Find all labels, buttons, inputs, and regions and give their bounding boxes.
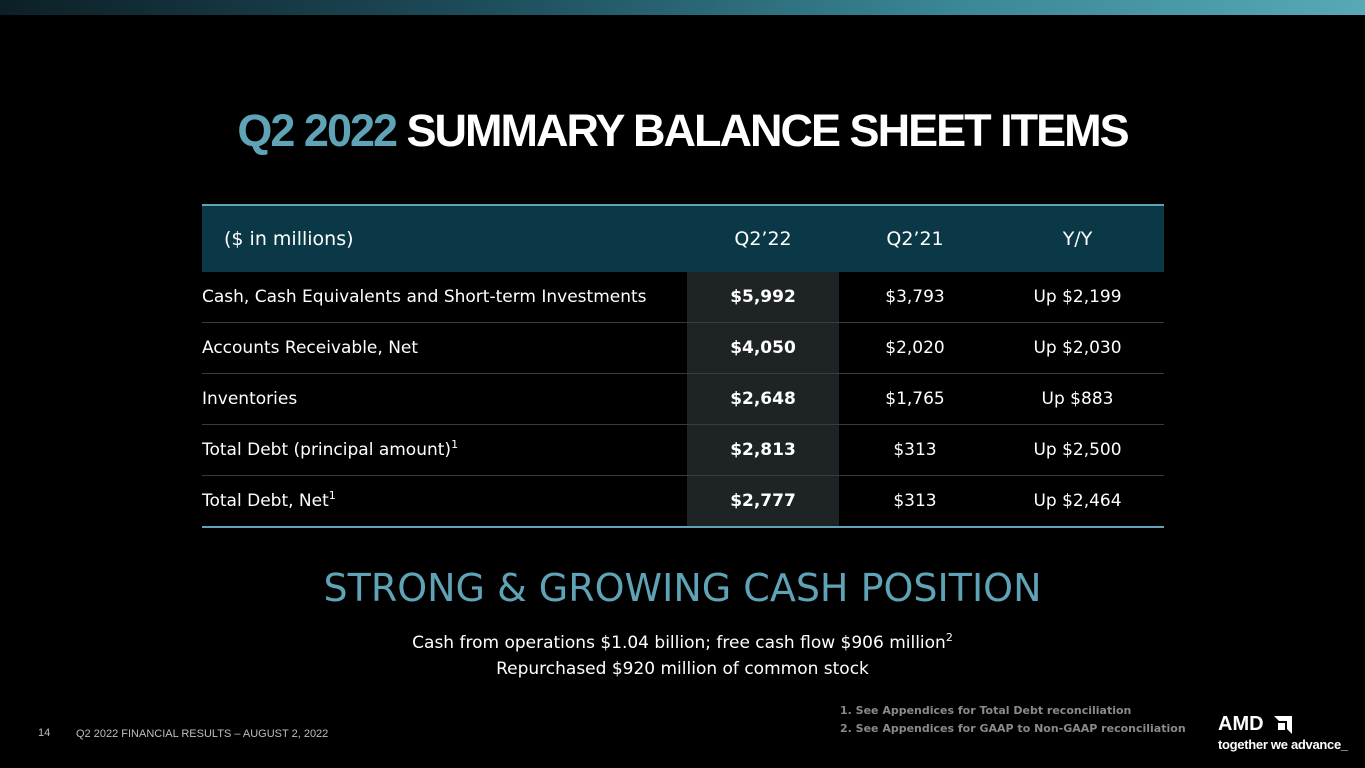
- row-yy-value: Up $2,500: [991, 425, 1164, 476]
- row-q21-value: $1,765: [839, 374, 991, 425]
- footnote-marker: 1: [451, 438, 459, 451]
- highlight-details: [0, 630, 1365, 682]
- row-label: [202, 323, 687, 374]
- top-gradient-bar: [0, 0, 1365, 15]
- row-label: [202, 425, 687, 476]
- row-q21-value: $2,020: [839, 323, 991, 374]
- page-number: 14: [38, 727, 51, 739]
- row-label: [202, 476, 687, 528]
- row-q22-value: $4,050: [687, 323, 839, 374]
- cash-ops-text: Cash from operations $1.04 billion; free cash flow $906 million: [412, 633, 946, 653]
- amd-logo: [1218, 713, 1358, 757]
- slide-title: [0, 105, 1365, 157]
- row-yy-value: Up $2,199: [991, 272, 1164, 323]
- row-label-text: Inventories: [202, 389, 298, 409]
- row-q21-value: $3,793: [839, 272, 991, 323]
- row-q21-value: $313: [839, 476, 991, 528]
- table-row: [202, 272, 1164, 323]
- row-yy-value: Up $2,030: [991, 323, 1164, 374]
- logo-tagline: together we advance_: [1218, 737, 1348, 752]
- row-label: [202, 374, 687, 425]
- title-accent: Q2 2022: [237, 105, 397, 156]
- row-label-text: Cash, Cash Equivalents and Short-term Investments: [202, 287, 647, 307]
- highlight-line-1: [0, 630, 1365, 656]
- row-q22-value: $2,777: [687, 476, 839, 528]
- highlight-line-2: Repurchased $920 million of common stock: [496, 659, 869, 679]
- row-q21-value: $313: [839, 425, 991, 476]
- row-label-text: Total Debt (principal amount): [202, 440, 452, 460]
- footer-text: Q2 2022 FINANCIAL RESULTS – AUGUST 2, 2022: [76, 728, 329, 740]
- table-row: [202, 425, 1164, 476]
- row-yy-value: Up $883: [991, 374, 1164, 425]
- table-row: [202, 374, 1164, 425]
- header-units: ($ in millions): [202, 205, 687, 272]
- table-row: [202, 323, 1164, 374]
- header-q22: Q2’22: [687, 205, 839, 272]
- title-rest: SUMMARY BALANCE SHEET ITEMS: [406, 105, 1128, 156]
- header-q21: Q2’21: [839, 205, 991, 272]
- row-yy-value: Up $2,464: [991, 476, 1164, 528]
- footnote-1: 1. See Appendices for Total Debt reconciliation: [840, 704, 1132, 717]
- balance-sheet-table: [202, 204, 1164, 528]
- footnote-marker: 2: [945, 631, 953, 644]
- logo-wordmark: AMD: [1218, 713, 1264, 735]
- header-yy: Y/Y: [991, 205, 1164, 272]
- row-q22-value: $2,648: [687, 374, 839, 425]
- highlight-heading: STRONG & GROWING CASH POSITION: [323, 566, 1042, 610]
- footnote-2: 2. See Appendices for GAAP to Non-GAAP reconciliation: [840, 722, 1186, 735]
- row-q22-value: $5,992: [687, 272, 839, 323]
- footnote-marker: 1: [328, 489, 336, 502]
- row-q22-value: $2,813: [687, 425, 839, 476]
- amd-arrow-icon: [1274, 716, 1292, 734]
- row-label: [202, 272, 687, 323]
- footnotes: [840, 702, 1186, 738]
- table-header-row: [202, 205, 1164, 272]
- row-label-text: Accounts Receivable, Net: [202, 338, 419, 358]
- table-row: [202, 476, 1164, 528]
- row-label-text: Total Debt, Net: [202, 491, 329, 511]
